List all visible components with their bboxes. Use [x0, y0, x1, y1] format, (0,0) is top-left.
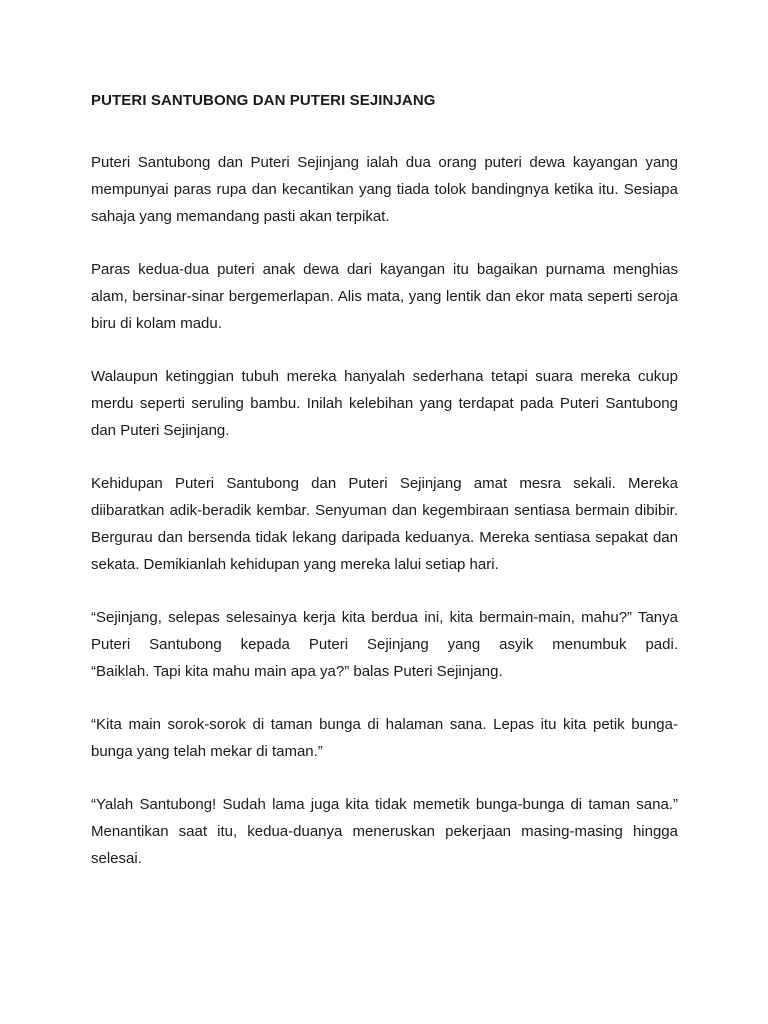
paragraph-line: mempunyai paras rupa dan kecantikan yang tiada tolok bandingnya ketika itu. Sesiapa [91, 181, 678, 198]
paragraph-line: Walaupun ketinggian tubuh mereka hanyalah sederhana tetapi suara mereka cukup [91, 368, 678, 385]
paragraph-line: Puteri Santubong dan Puteri Sejinjang ialah dua orang puteri dewa kayangan yang [91, 154, 678, 171]
paragraph-7 [91, 791, 678, 872]
paragraph-4 [91, 470, 678, 578]
paragraph-2 [91, 256, 678, 337]
paragraph-line: diibaratkan adik-beradik kembar. Senyuman dan kegembiraan sentiasa bermain dibibir. [91, 502, 678, 519]
paragraph-line: dan Puteri Sejinjang. [91, 422, 230, 439]
paragraph-1 [91, 149, 678, 230]
paragraph-line: sahaja yang memandang pasti akan terpikat. [91, 208, 390, 225]
paragraph-line: “Kita main sorok-sorok di taman bunga di halaman sana. Lepas itu kita petik bunga- [91, 716, 678, 733]
document-title: PUTERI SANTUBONG DAN PUTERI SEJINJANG [91, 92, 436, 109]
paragraph-line: bunga yang telah mekar di taman.” [91, 743, 323, 760]
paragraph-line: Paras kedua-dua puteri anak dewa dari kayangan itu bagaikan purnama menghias [91, 261, 678, 278]
paragraph-line: “Baiklah. Tapi kita mahu main apa ya?” balas Puteri Sejinjang. [91, 663, 503, 680]
paragraph-line: Puteri Santubong kepada Puteri Sejinjang yang asyik menumbuk padi. [91, 636, 678, 653]
paragraph-line: “Sejinjang, selepas selesainya kerja kita berdua ini, kita bermain-main, mahu?” Tanya [91, 609, 678, 626]
paragraph-line: “Yalah Santubong! Sudah lama juga kita tidak memetik bunga-bunga di taman sana.” [91, 796, 678, 813]
paragraph-line: merdu seperti seruling bambu. Inilah kelebihan yang terdapat pada Puteri Santubong [91, 395, 678, 412]
paragraph-line: alam, bersinar-sinar bergemerlapan. Alis mata, yang lentik dan ekor mata seperti seroja [91, 288, 678, 305]
paragraph-line: biru di kolam madu. [91, 315, 222, 332]
paragraph-line: Menantikan saat itu, kedua-duanya meneruskan pekerjaan masing-masing hingga [91, 823, 678, 840]
paragraph-5 [91, 604, 678, 685]
paragraph-line: sekata. Demikianlah kehidupan yang mereka lalui setiap hari. [91, 556, 499, 573]
paragraph-line: selesai. [91, 850, 142, 867]
paragraph-3 [91, 363, 678, 444]
paragraph-line: Bergurau dan bersenda tidak lekang daripada keduanya. Mereka sentiasa sepakat dan [91, 529, 678, 546]
paragraph-6 [91, 711, 678, 765]
paragraph-line: Kehidupan Puteri Santubong dan Puteri Sejinjang amat mesra sekali. Mereka [91, 475, 678, 492]
